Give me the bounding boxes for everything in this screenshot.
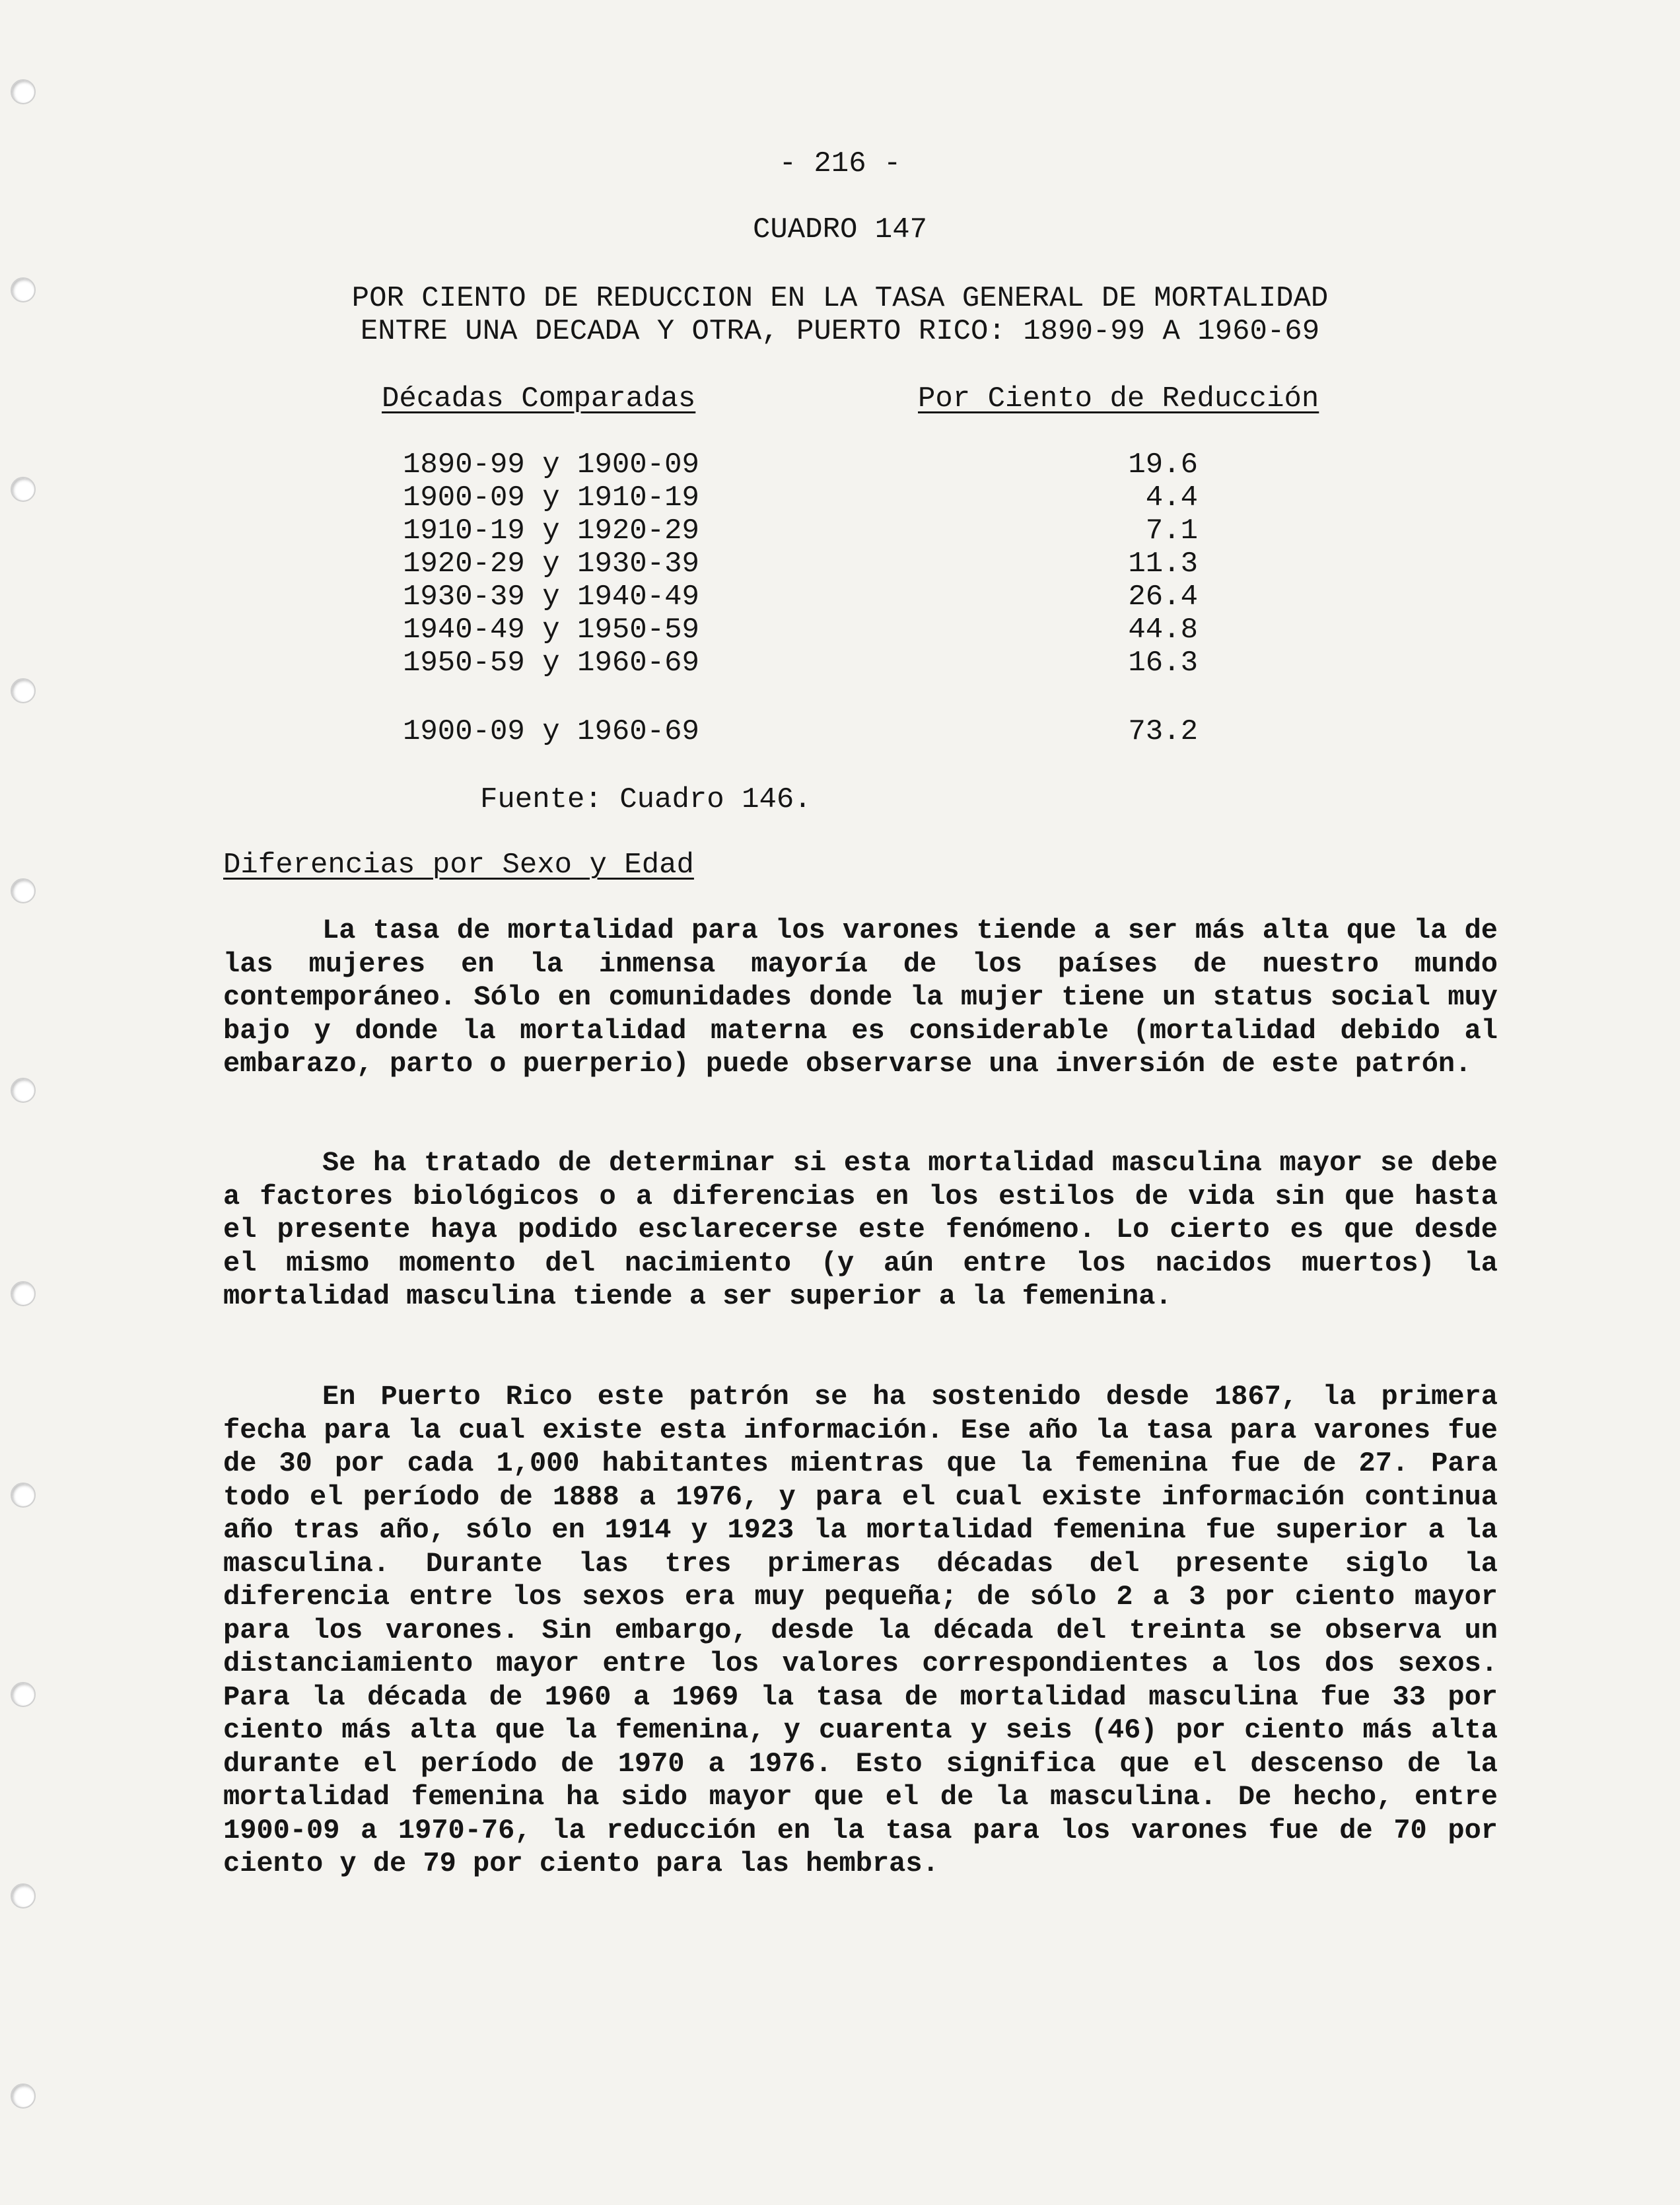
binder-hole-icon bbox=[11, 79, 36, 104]
table-row bbox=[0, 481, 1680, 515]
binder-hole-icon bbox=[11, 1078, 36, 1103]
percent-cell: 73.2 bbox=[1128, 715, 1198, 748]
table-row bbox=[0, 547, 1680, 581]
percent-cell: 44.8 bbox=[1128, 613, 1198, 647]
percent-cell: 19.6 bbox=[1128, 448, 1198, 481]
percent-cell: 7.1 bbox=[1145, 514, 1198, 547]
decades-cell: 1930-39 y 1940-49 bbox=[403, 580, 699, 613]
table-total-row bbox=[0, 715, 1680, 749]
binder-hole-icon bbox=[11, 1682, 36, 1707]
page-number: - 216 - bbox=[779, 147, 901, 180]
column-header-percent: Por Ciento de Reducción bbox=[918, 382, 1319, 415]
paragraph: La tasa de mortalidad para los varones tiende a ser más alta que la de las mujeres en la inmensa mayoría de los países de nuestro mundo contemporáneo. Sólo en comunidades donde la mujer tiene un status social muy bajo y donde la mortalidad materna es considerable (mortalidad debido al embarazo, parto o puerperio) puede observarse una inversión de este patrón. bbox=[223, 915, 1498, 1080]
decades-cell: 1900-09 y 1910-19 bbox=[403, 481, 699, 514]
table-row bbox=[0, 514, 1680, 548]
decades-cell: 1940-49 y 1950-59 bbox=[403, 613, 699, 647]
percent-cell: 11.3 bbox=[1128, 547, 1198, 580]
table-source: Fuente: Cuadro 146. bbox=[480, 783, 812, 816]
section-heading: Diferencias por Sexo y Edad bbox=[223, 849, 694, 882]
percent-cell: 26.4 bbox=[1128, 580, 1198, 613]
decades-cell: 1890-99 y 1900-09 bbox=[403, 448, 699, 481]
decades-cell: 1950-59 y 1960-69 bbox=[403, 647, 699, 680]
table-row bbox=[0, 646, 1680, 680]
table-row bbox=[0, 448, 1680, 482]
table-row bbox=[0, 580, 1680, 614]
binder-hole-icon bbox=[11, 1483, 36, 1508]
decades-cell: 1900-09 y 1960-69 bbox=[403, 715, 699, 748]
table-label: CUADRO 147 bbox=[752, 213, 928, 246]
table-title-line-2: ENTRE UNA DECADA Y OTRA, PUERTO RICO: 1890-99 A 1960-69 bbox=[360, 315, 1320, 348]
decades-cell: 1910-19 y 1920-29 bbox=[403, 514, 699, 547]
paragraph: Se ha tratado de determinar si esta mortalidad masculina mayor se debe a factores biológicos o a diferencias en los estilos de vida sin que hasta el presente haya podido esclarecerse este fenómeno. Lo cierto es que desde el mismo momento del nacimiento (y aún entre los nacidos muertos) la mortalidad masculina tiende a ser superior a la femenina. bbox=[223, 1147, 1498, 1312]
binder-hole-icon bbox=[11, 1281, 36, 1306]
table-title-line-1: POR CIENTO DE REDUCCION EN LA TASA GENERAL DE MORTALIDAD bbox=[351, 282, 1329, 315]
column-header-decades: Décadas Comparadas bbox=[382, 382, 696, 415]
binder-hole-icon bbox=[11, 678, 36, 703]
binder-hole-icon bbox=[11, 1883, 36, 1908]
table-row bbox=[0, 613, 1680, 647]
paragraph: En Puerto Rico este patrón se ha sostenido desde 1867, la primera fecha para la cual existe esta información. Ese año la tasa para varones fue de 30 por cada 1,000 habitantes mientras que la femenina fue de 27. Para todo el período de 1888 a 1976, y para el cual existe información continua año tras año, sólo en 1914 y 1923 la mortalidad femenina fue superior a la masculina. Durante las tres primeras décadas del presente siglo la diferencia entre los sexos era muy pequeña; de sólo 2 a 3 por ciento mayor para los varones. Sin embargo, desde la década del treinta se observa un distanciamiento mayor entre los valores correspondientes a los dos sexos. Para la década de 1960 a 1969 la tasa de mortalidad masculina fue 33 por ciento más alta que la femenina, y cuarenta y seis (46) por ciento más alta durante el período de 1970 a 1976. Esto significa que el descenso de la mortalidad femenina ha sido mayor que el de la masculina. De hecho, entre 1900-09 a 1970-76, la reducción en la tasa para los varones fue de 70 por ciento y de 79 por ciento para las hembras. bbox=[223, 1381, 1498, 1879]
binder-hole-icon bbox=[11, 2083, 36, 2109]
percent-cell: 16.3 bbox=[1128, 647, 1198, 680]
binder-hole-icon bbox=[11, 878, 36, 903]
percent-cell: 4.4 bbox=[1145, 481, 1198, 514]
decades-cell: 1920-29 y 1930-39 bbox=[403, 547, 699, 580]
